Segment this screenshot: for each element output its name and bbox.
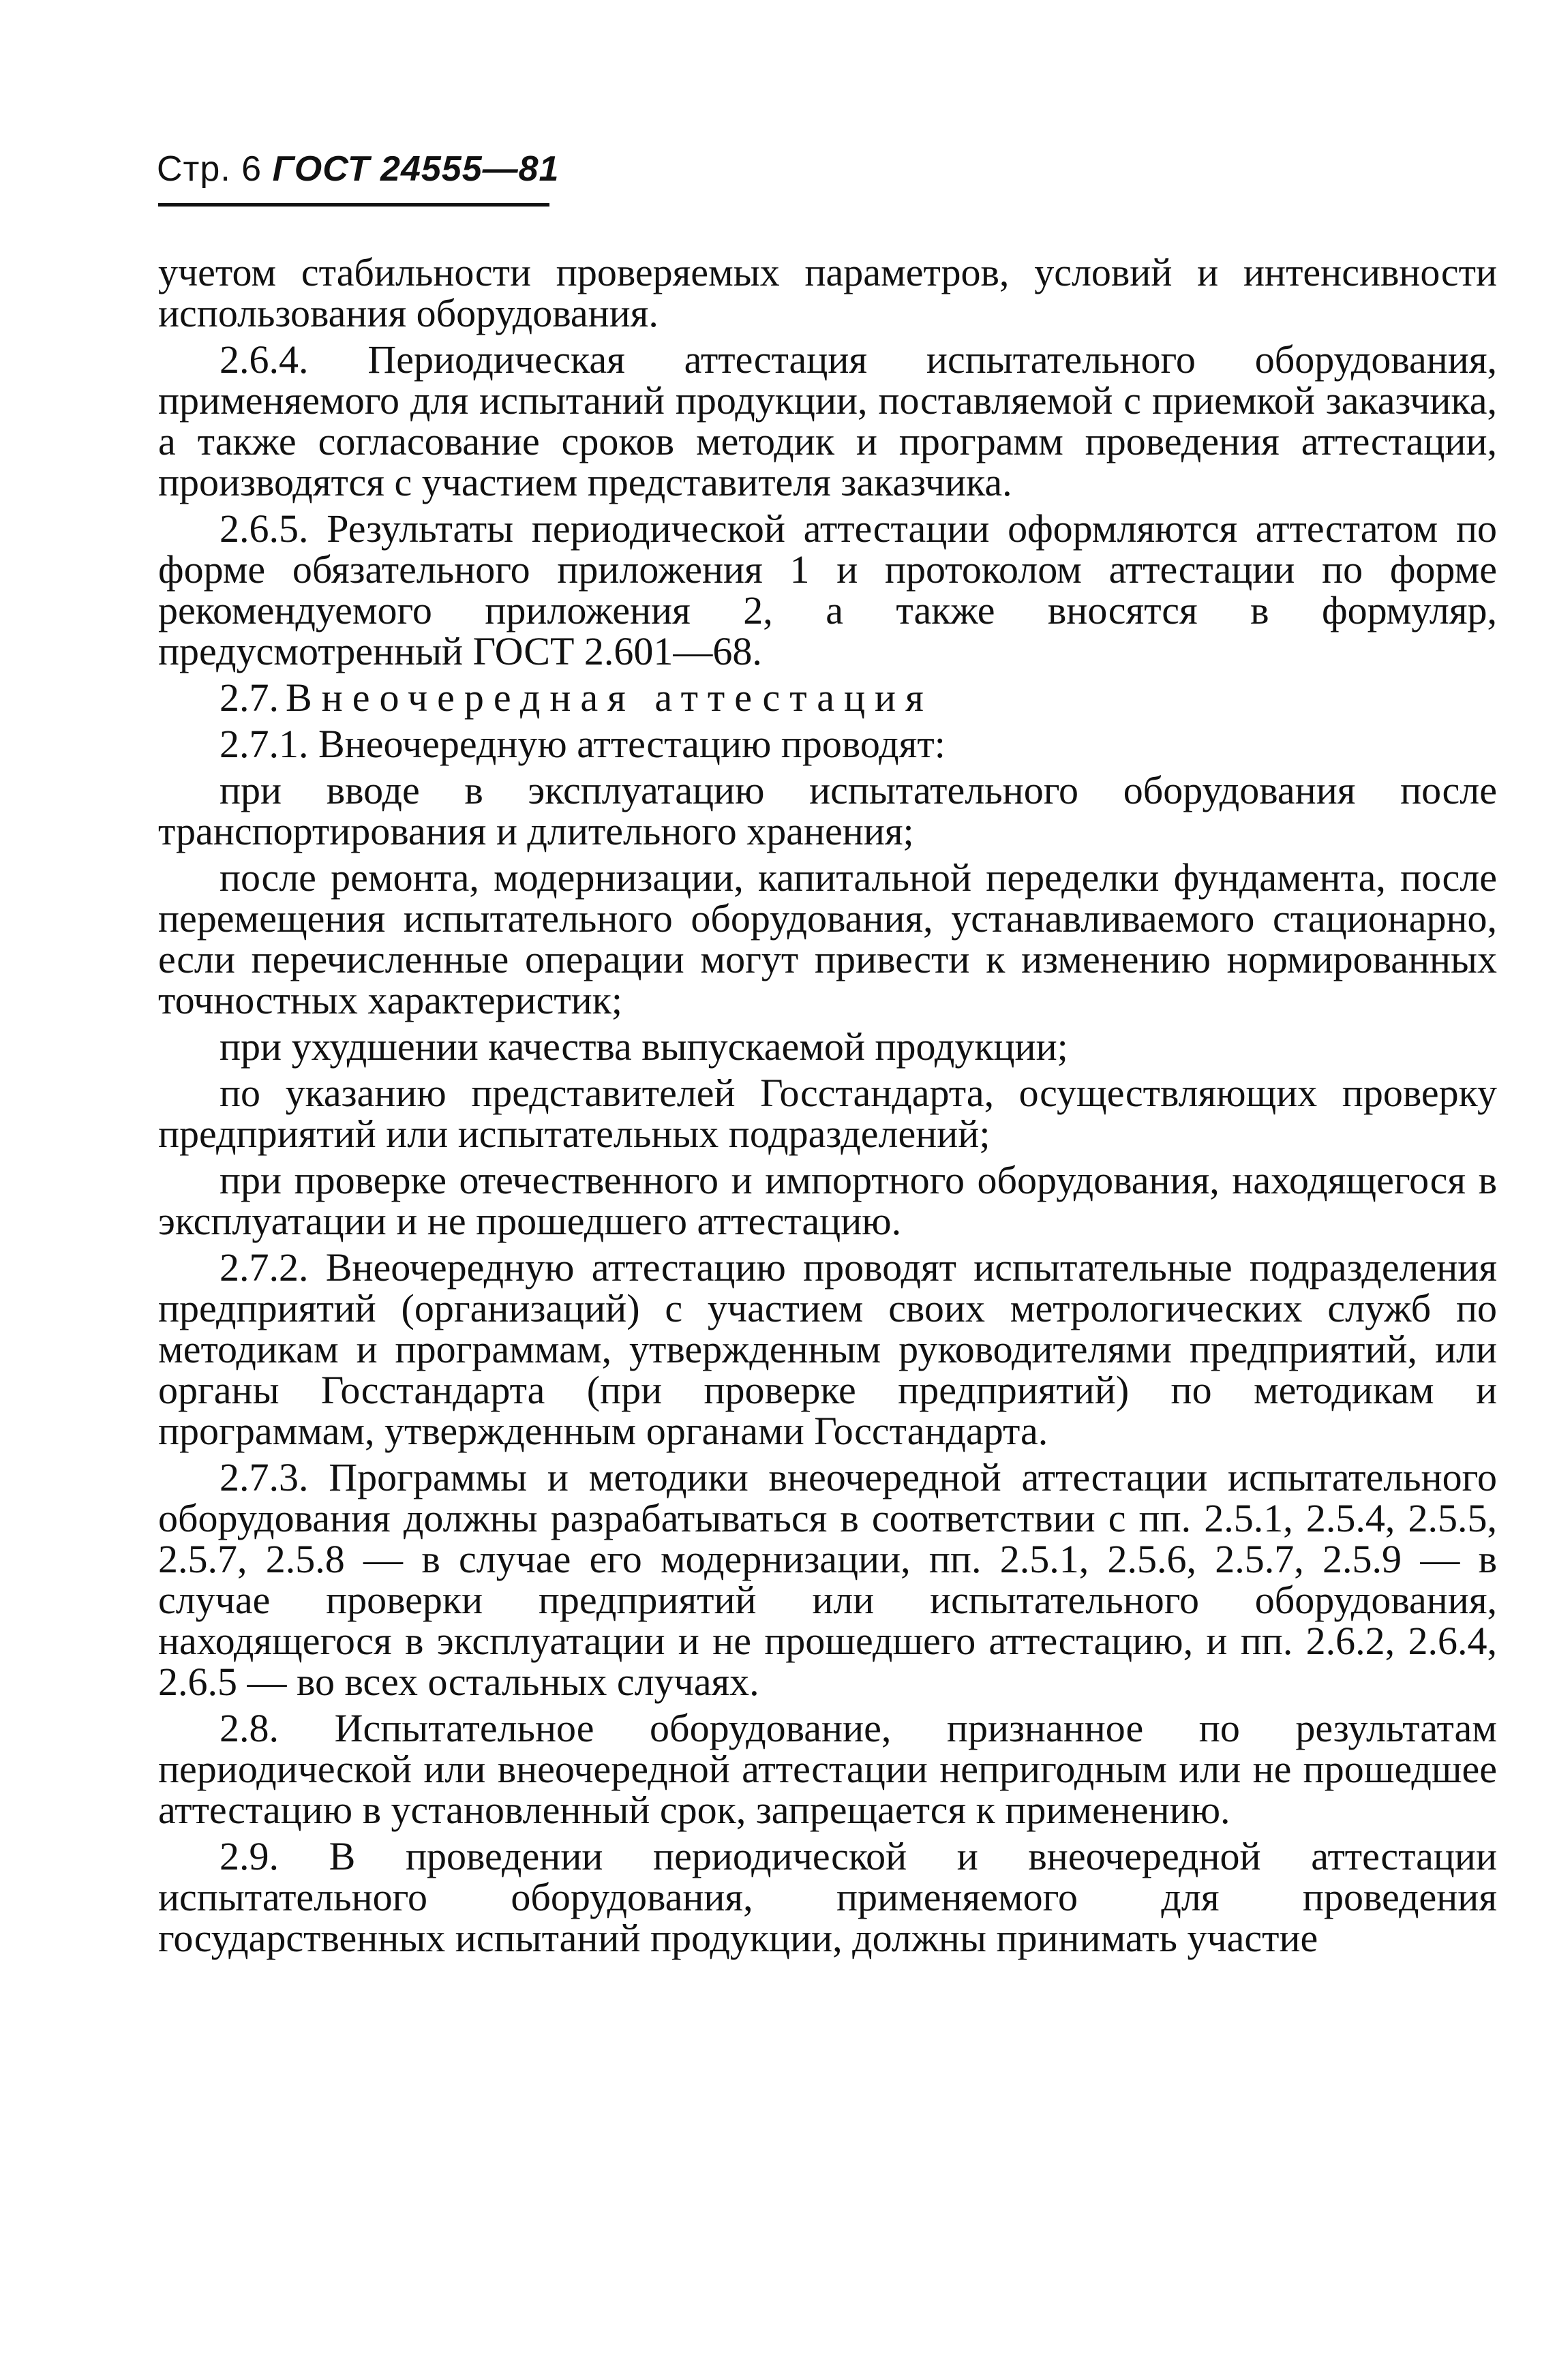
standard-designation: ГОСТ 24555—81	[272, 149, 560, 189]
paragraph-2-7-1: 2.7.1. Внеочередную аттестацию проводят:	[220, 722, 946, 766]
paragraph-2-7-2: 2.7.2. Внеочередную аттестацию проводят испытательные подразделения предприятий (организаций) с участием своих метрологических служб по методикам и программам, утвержденным руководителями предприятий, или органы Госстандарта (при проверке предприятий) по методикам и программам, утвержденным органами Госстандарта.	[158, 1245, 1497, 1453]
list-item-equipment-check: при проверке отечественного и импортного оборудования, находящегося в эксплуатации и не прошедшего аттестацию.	[158, 1158, 1497, 1243]
paragraph-2-8: 2.8. Испытательное оборудование, признанное по результатам периодической или внеочередной аттестации непригодным или не прошедшее аттестацию в установленный срок, запрещается к применению.	[158, 1706, 1497, 1832]
page-number-label: Стр. 6	[157, 149, 262, 189]
paragraph-2-6-5: 2.6.5. Результаты периодической аттестации оформляются аттестатом по форме обязательного приложения 1 и протоколом аттестации по форме рекомендуемого приложения 2, а также вносятся в формуляр, предусмотренный ГОСТ 2.601—68.	[158, 506, 1497, 673]
list-item-quality-decline: при ухудшении качества выпускаемой продукции;	[220, 1024, 1068, 1069]
paragraph-2-9: 2.9. В проведении периодической и внеочередной аттестации испытательного оборудования, применяемого для проведения государственных испытаний продукции, должны принимать участие	[158, 1834, 1497, 1960]
body-text	[158, 252, 1497, 1964]
section-heading-2-7	[158, 677, 1497, 718]
list-item-commissioning: при вводе в эксплуатацию испытательного оборудования после транспортирования и длительного хранения;	[158, 768, 1497, 853]
list-item-gosstandart-request: по указанию представителей Госстандарта, осуществляющих проверку предприятий или испытательных подразделений;	[158, 1071, 1497, 1156]
paragraph-continuation: учетом стабильности проверяемых параметров, условий и интенсивности использования оборудования.	[158, 250, 1497, 335]
page-header	[157, 149, 559, 189]
section-heading-number: 2.7.	[220, 675, 279, 720]
section-heading-title: Внеочередная аттестация	[286, 675, 933, 720]
paragraph-2-7-3: 2.7.3. Программы и методики внеочередной аттестации испытательного оборудования должны разрабатываться в соответствии с пп. 2.5.1, 2.5.4, 2.5.5, 2.5.7, 2.5.8 — в случае его модернизации, пп. 2.5.1, 2.5.6, 2.5.7, 2.5.9 — в случае проверки предприятий или испытательного оборудования, находящегося в эксплуатации и не прошедшего аттестацию, и пп. 2.6.2, 2.6.4, 2.6.5 — во всех остальных случаях.	[158, 1455, 1497, 1704]
header-rule	[158, 203, 549, 207]
paragraph-2-6-4: 2.6.4. Периодическая аттестация испытательного оборудования, применяемого для испытаний продукции, поставляемой с приемкой заказчика, а также согласование сроков методик и программ проведения аттестации, производятся с участием представителя заказчика.	[158, 337, 1497, 504]
list-item-after-repair: после ремонта, модернизации, капитальной переделки фундамента, после перемещения испытательного оборудования, устанавливаемого стационарно, если перечисленные операции могут привести к изменению нормированных точностных характеристик;	[158, 855, 1497, 1022]
